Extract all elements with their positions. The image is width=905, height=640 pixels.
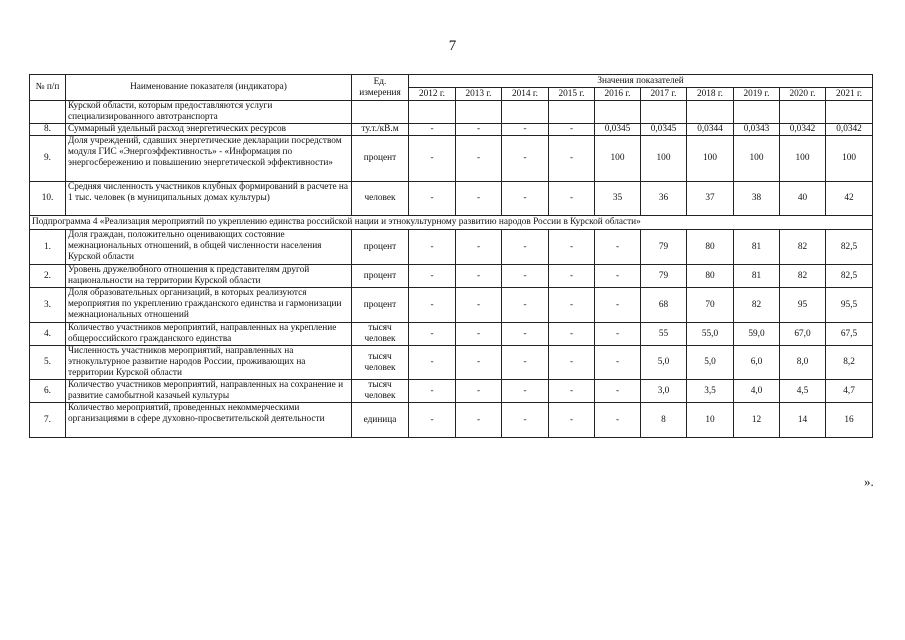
value-cell: 100 bbox=[687, 136, 734, 182]
value-cell: - bbox=[502, 380, 549, 403]
value-cell: - bbox=[456, 288, 502, 323]
value-cell: - bbox=[595, 323, 641, 346]
value-cell: 38 bbox=[734, 182, 780, 216]
value-cell: 100 bbox=[734, 136, 780, 182]
header-year: 2014 г. bbox=[502, 88, 549, 101]
value-cell: - bbox=[456, 182, 502, 216]
value-cell: - bbox=[549, 323, 595, 346]
table-row bbox=[30, 101, 873, 124]
value-cell: - bbox=[502, 403, 549, 438]
value-cell: - bbox=[409, 182, 456, 216]
table-row bbox=[30, 124, 873, 136]
indicator-name: Курской области, которым предоставляются услуги специализированного автотранспорта bbox=[66, 101, 352, 124]
value-cell: - bbox=[409, 323, 456, 346]
value-cell: 95,5 bbox=[826, 288, 873, 323]
table-row bbox=[30, 136, 873, 182]
table-row bbox=[30, 380, 873, 403]
header-num: № п/п bbox=[30, 75, 66, 101]
closing-quote: ». bbox=[864, 474, 874, 489]
header-name: Наименование показателя (индикатора) bbox=[66, 75, 352, 101]
value-cell: 100 bbox=[641, 136, 687, 182]
row-number: 10. bbox=[30, 182, 66, 216]
row-number: 3. bbox=[30, 288, 66, 323]
value-cell: 35 bbox=[595, 182, 641, 216]
unit-of-measure: процент bbox=[352, 288, 409, 323]
value-cell: - bbox=[549, 288, 595, 323]
unit-of-measure: ту.т./кВ.м bbox=[352, 124, 409, 136]
value-cell: 12 bbox=[734, 403, 780, 438]
value-cell: 59,0 bbox=[734, 323, 780, 346]
value-cell: - bbox=[502, 230, 549, 265]
value-cell: - bbox=[549, 124, 595, 136]
indicator-name: Доля образовательных организаций, в которых реализуются мероприятия по укреплению гражданского единства и гармонизации межнациональных отношений bbox=[66, 288, 352, 323]
indicator-name: Количество участников мероприятий, направленных на укрепление общероссийского гражданского единства bbox=[66, 323, 352, 346]
value-cell: - bbox=[456, 136, 502, 182]
unit-of-measure: тысяч человек bbox=[352, 380, 409, 403]
value-cell: 67,5 bbox=[826, 323, 873, 346]
value-cell: 70 bbox=[687, 288, 734, 323]
indicator-name: Количество мероприятий, проведенных некоммерческими организациями в сфере духовно-просветительской деятельности bbox=[66, 403, 352, 438]
value-cell: - bbox=[549, 380, 595, 403]
value-cell: - bbox=[502, 182, 549, 216]
value-cell: 80 bbox=[687, 265, 734, 288]
table-row bbox=[30, 288, 873, 323]
value-cell: - bbox=[549, 403, 595, 438]
value-cell: - bbox=[409, 346, 456, 380]
header-year: 2019 г. bbox=[734, 88, 780, 101]
row-number: 4. bbox=[30, 323, 66, 346]
indicator-name: Доля учреждений, сдавших энергетические декларации посредством модуля ГИС «Энергоэффективность» - «Информация по энергосбережению и повышению энергетической эффективности» bbox=[66, 136, 352, 182]
value-cell: - bbox=[502, 288, 549, 323]
value-cell: 4,7 bbox=[826, 380, 873, 403]
row-number bbox=[30, 101, 66, 124]
value-cell bbox=[687, 101, 734, 124]
value-cell bbox=[456, 101, 502, 124]
value-cell: 0,0343 bbox=[734, 124, 780, 136]
unit-of-measure: тысяч человек bbox=[352, 323, 409, 346]
value-cell: - bbox=[595, 346, 641, 380]
value-cell: - bbox=[595, 265, 641, 288]
value-cell: 40 bbox=[780, 182, 826, 216]
value-cell: 100 bbox=[780, 136, 826, 182]
value-cell: 16 bbox=[826, 403, 873, 438]
row-number: 8. bbox=[30, 124, 66, 136]
unit-of-measure: процент bbox=[352, 230, 409, 265]
value-cell: 0,0345 bbox=[641, 124, 687, 136]
value-cell: 55 bbox=[641, 323, 687, 346]
value-cell: 6,0 bbox=[734, 346, 780, 380]
value-cell: - bbox=[409, 230, 456, 265]
value-cell: 80 bbox=[687, 230, 734, 265]
value-cell: - bbox=[502, 346, 549, 380]
value-cell: 81 bbox=[734, 265, 780, 288]
table-row bbox=[30, 182, 873, 216]
value-cell: - bbox=[549, 182, 595, 216]
value-cell: 95 bbox=[780, 288, 826, 323]
unit-of-measure: процент bbox=[352, 136, 409, 182]
value-cell: - bbox=[549, 136, 595, 182]
unit-of-measure bbox=[352, 101, 409, 124]
value-cell: 67,0 bbox=[780, 323, 826, 346]
header-values: Значения показателей bbox=[409, 75, 873, 88]
value-cell: 14 bbox=[780, 403, 826, 438]
value-cell: - bbox=[409, 265, 456, 288]
unit-of-measure: человек bbox=[352, 182, 409, 216]
value-cell: 37 bbox=[687, 182, 734, 216]
value-cell bbox=[641, 101, 687, 124]
value-cell: 82 bbox=[734, 288, 780, 323]
header-year: 2013 г. bbox=[456, 88, 502, 101]
indicator-name: Уровень дружелюбного отношения к представителям другой национальности на территории Курской области bbox=[66, 265, 352, 288]
value-cell: 3,0 bbox=[641, 380, 687, 403]
unit-of-measure: тысяч человек bbox=[352, 346, 409, 380]
unit-of-measure: единица bbox=[352, 403, 409, 438]
value-cell: 100 bbox=[595, 136, 641, 182]
value-cell bbox=[502, 101, 549, 124]
value-cell: 36 bbox=[641, 182, 687, 216]
row-number: 1. bbox=[30, 230, 66, 265]
value-cell: 79 bbox=[641, 230, 687, 265]
value-cell: 81 bbox=[734, 230, 780, 265]
value-cell: - bbox=[456, 265, 502, 288]
value-cell bbox=[734, 101, 780, 124]
value-cell: 79 bbox=[641, 265, 687, 288]
value-cell bbox=[595, 101, 641, 124]
value-cell: - bbox=[595, 380, 641, 403]
table-row bbox=[30, 230, 873, 265]
value-cell: - bbox=[502, 124, 549, 136]
value-cell: 55,0 bbox=[687, 323, 734, 346]
value-cell: 5,0 bbox=[687, 346, 734, 380]
value-cell: - bbox=[595, 230, 641, 265]
value-cell: 0,0345 bbox=[595, 124, 641, 136]
value-cell: 0,0342 bbox=[780, 124, 826, 136]
row-number: 2. bbox=[30, 265, 66, 288]
value-cell: 10 bbox=[687, 403, 734, 438]
value-cell bbox=[549, 101, 595, 124]
value-cell: - bbox=[409, 380, 456, 403]
value-cell: 82,5 bbox=[826, 265, 873, 288]
value-cell: - bbox=[456, 230, 502, 265]
value-cell: - bbox=[549, 230, 595, 265]
indicator-name: Количество участников мероприятий, направленных на сохранение и развитие самобытной казачьей культуры bbox=[66, 380, 352, 403]
value-cell bbox=[780, 101, 826, 124]
value-cell: 0,0344 bbox=[687, 124, 734, 136]
indicator-name: Средняя численность участников клубных формирований в расчете на 1 тыс. человек (в муниципальных домах культуры) bbox=[66, 182, 352, 216]
value-cell: - bbox=[456, 403, 502, 438]
page-number: 7 bbox=[448, 38, 457, 54]
value-cell: - bbox=[409, 288, 456, 323]
header-year: 2018 г. bbox=[687, 88, 734, 101]
value-cell: 0,0342 bbox=[826, 124, 873, 136]
value-cell: 8,0 bbox=[780, 346, 826, 380]
row-number: 9. bbox=[30, 136, 66, 182]
value-cell: - bbox=[456, 124, 502, 136]
value-cell: 82,5 bbox=[826, 230, 873, 265]
subprogram-header-row bbox=[30, 216, 873, 230]
header-year: 2016 г. bbox=[595, 88, 641, 101]
value-cell: 100 bbox=[826, 136, 873, 182]
indicator-name: Численность участников мероприятий, направленных на этнокультурное развитие народов России, проживающих на территории Курской области bbox=[66, 346, 352, 380]
value-cell: 8,2 bbox=[826, 346, 873, 380]
row-number: 7. bbox=[30, 403, 66, 438]
subprogram-title: Подпрограмма 4 «Реализация мероприятий по укреплению единства российской нации и этнокультурному развитию народов России в Курской области» bbox=[30, 216, 873, 230]
header-year: 2020 г. bbox=[780, 88, 826, 101]
indicator-name: Суммарный удельный расход энергетических ресурсов bbox=[66, 124, 352, 136]
value-cell: 8 bbox=[641, 403, 687, 438]
table-row bbox=[30, 403, 873, 438]
header-year: 2012 г. bbox=[409, 88, 456, 101]
value-cell: 4,0 bbox=[734, 380, 780, 403]
value-cell: 3,5 bbox=[687, 380, 734, 403]
table-row bbox=[30, 265, 873, 288]
header-year: 2017 г. bbox=[641, 88, 687, 101]
row-number: 5. bbox=[30, 346, 66, 380]
value-cell: - bbox=[409, 136, 456, 182]
indicators-table bbox=[29, 74, 873, 438]
value-cell: - bbox=[409, 403, 456, 438]
indicator-name: Доля граждан, положительно оценивающих состояние межнациональных отношений, в общей численности населения Курской области bbox=[66, 230, 352, 265]
value-cell: 42 bbox=[826, 182, 873, 216]
value-cell: 82 bbox=[780, 230, 826, 265]
row-number: 6. bbox=[30, 380, 66, 403]
value-cell: - bbox=[502, 323, 549, 346]
unit-of-measure: процент bbox=[352, 265, 409, 288]
value-cell: - bbox=[456, 380, 502, 403]
value-cell bbox=[409, 101, 456, 124]
value-cell: 4,5 bbox=[780, 380, 826, 403]
value-cell: 82 bbox=[780, 265, 826, 288]
value-cell: - bbox=[549, 346, 595, 380]
value-cell: - bbox=[456, 346, 502, 380]
header-unit: Ед. измерения bbox=[352, 75, 409, 101]
value-cell: 68 bbox=[641, 288, 687, 323]
table-row bbox=[30, 323, 873, 346]
value-cell: - bbox=[595, 288, 641, 323]
value-cell bbox=[826, 101, 873, 124]
value-cell: - bbox=[549, 265, 595, 288]
table-row bbox=[30, 346, 873, 380]
value-cell: - bbox=[502, 265, 549, 288]
value-cell: 5,0 bbox=[641, 346, 687, 380]
value-cell: - bbox=[502, 136, 549, 182]
header-year: 2021 г. bbox=[826, 88, 873, 101]
header-year: 2015 г. bbox=[549, 88, 595, 101]
value-cell: - bbox=[595, 403, 641, 438]
value-cell: - bbox=[456, 323, 502, 346]
value-cell: - bbox=[409, 124, 456, 136]
